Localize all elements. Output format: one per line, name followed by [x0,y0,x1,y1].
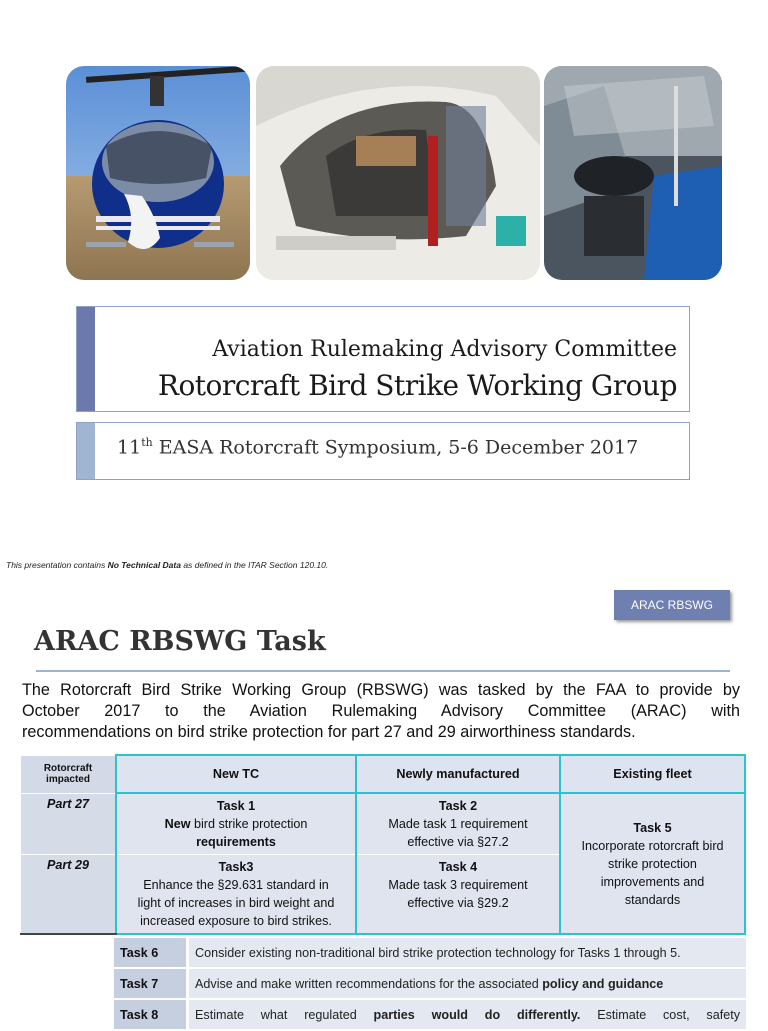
col-header-existing-fleet: Existing fleet [560,755,745,793]
task7-description: Advise and make written recommendations for the associated policy and guidance [188,968,747,999]
task2-cell: Task 2 Made task 1 requirement effective via §27.2 [356,793,560,855]
itar-disclaimer: This presentation contains No Technical Data as defined in the ITAR Section 120.10. [6,560,329,570]
task6-description: Consider existing non-traditional bird strike protection technology for Tasks 1 through 5. [188,938,747,968]
task-matrix-table [20,754,746,935]
symposium-subtitle: 11th EASA Rotorcraft Symposium, 5-6 December 2017 [117,436,639,459]
task4-cell: Task 4 Made task 3 requirement effective via §29.2 [356,855,560,935]
task1-cell: Task 1 New bird strike protection requirements [116,793,356,855]
subtitle-accent-bar [77,423,95,479]
task-row [114,999,746,1030]
row-header-part29: Part 29 [21,855,117,935]
task5-cell: Task 5 Incorporate rotorcraft bird strike protection improvements and standards [560,793,745,934]
task-row [114,938,746,968]
subtitle-box [76,422,690,480]
cockpit-interior-photo [544,66,722,280]
col-header-newly-manufactured: Newly manufactured [356,755,560,793]
additional-tasks-table [114,938,746,1031]
title-divider [36,670,730,672]
task-row [114,968,746,999]
row-header-part27: Part 27 [21,793,117,855]
task8-label: Task 8 [114,999,188,1030]
col-header-new-tc: New TC [116,755,356,793]
task7-label: Task 7 [114,968,188,999]
section-badge: ARAC RBSWG [614,590,730,620]
task8-description: Estimate what regulated parties would do differently. Estimate cost, safety [188,999,747,1030]
task3-cell: Task3 Enhance the §29.631 standard in light of increases in bird weight and increased exposure to bird strikes. [116,855,356,935]
title-accent-bar [77,307,95,411]
blue-helicopter-bird-strike-photo [66,66,250,280]
corner-header: Rotorcraft impacted [21,755,117,793]
task6-label: Task 6 [114,938,188,968]
working-group-title: Rotorcraft Bird Strike Working Group [157,369,677,402]
committee-title: Aviation Rulemaking Advisory Committee [212,337,677,362]
intro-paragraph: The Rotorcraft Bird Strike Working Group (RBSWG) was tasked by the FAA to provide by October 2017 to the Aviation Rulemaking Advisory Committee (ARAC) with recommendations on bird strike protection for part 27 and 29 airworthiness standards. [22,681,740,741]
white-helicopter-windshield-photo [256,66,540,280]
title-box [76,306,690,412]
slide-title: ARAC RBSWG Task [34,626,326,657]
